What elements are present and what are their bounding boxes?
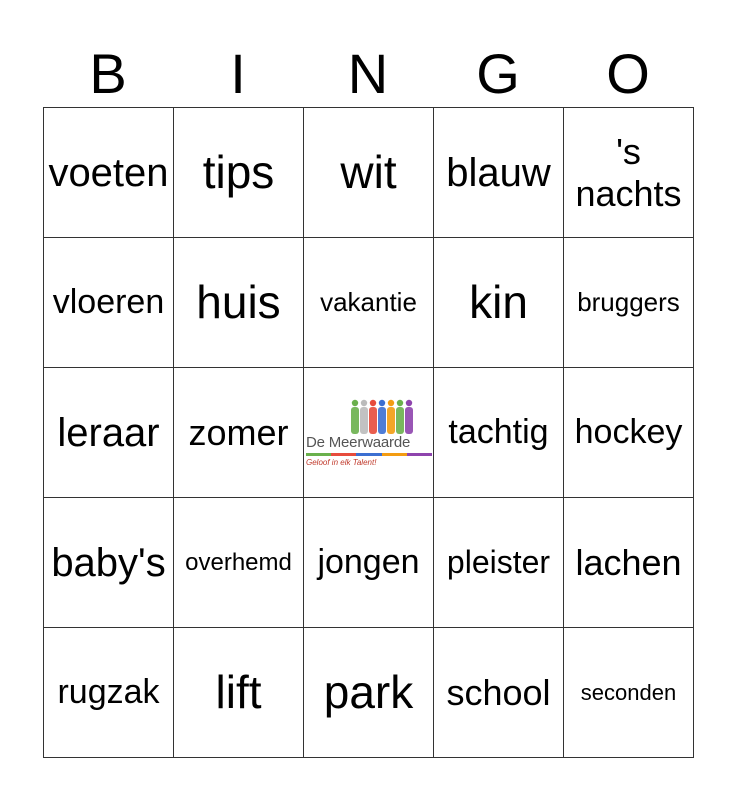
logo-brand-text: De Meerwaarde xyxy=(306,434,411,451)
bingo-cell[interactable]: jongen xyxy=(304,498,434,628)
figure-body xyxy=(351,407,359,434)
figure-body xyxy=(405,407,413,434)
logo-tagline: Geloof in elk Talent! xyxy=(306,458,377,467)
bingo-cell[interactable]: wit xyxy=(304,108,434,238)
bingo-cell[interactable]: pleister xyxy=(434,498,564,628)
figure-body xyxy=(396,407,404,434)
cell-text-line: 's xyxy=(616,131,641,173)
people-silhouettes-icon xyxy=(349,398,419,438)
meerwaarde-logo xyxy=(304,368,433,497)
bingo-cell[interactable]: lift xyxy=(174,628,304,758)
bingo-header xyxy=(43,40,693,108)
bingo-cell[interactable]: baby's xyxy=(44,498,174,628)
bingo-cell[interactable]: leraar xyxy=(44,368,174,498)
figure-head xyxy=(361,400,367,406)
header-letter-o: O xyxy=(606,42,650,105)
header-letter-i: I xyxy=(230,42,246,105)
board-row xyxy=(44,238,694,368)
figure-body xyxy=(369,407,377,434)
bingo-board xyxy=(43,107,694,758)
bingo-cell[interactable]: huis xyxy=(174,238,304,368)
bingo-cell[interactable]: vloeren xyxy=(44,238,174,368)
board-row xyxy=(44,368,694,498)
figure-head xyxy=(397,400,403,406)
free-space-cell[interactable] xyxy=(304,368,434,498)
figure-head xyxy=(379,400,385,406)
bingo-cell[interactable]: vakantie xyxy=(304,238,434,368)
bingo-cell[interactable]: bruggers xyxy=(564,238,694,368)
figure-head xyxy=(352,400,358,406)
board-row xyxy=(44,108,694,238)
bingo-cell[interactable] xyxy=(564,108,694,238)
board-row xyxy=(44,498,694,628)
bingo-cell[interactable]: lachen xyxy=(564,498,694,628)
cell-text-line: nachts xyxy=(575,172,682,214)
header-letter-g: G xyxy=(476,42,520,105)
figure-head xyxy=(406,400,412,406)
bingo-cell[interactable]: blauw xyxy=(434,108,564,238)
header-letter-b: B xyxy=(89,42,127,105)
figure-head xyxy=(388,400,394,406)
bingo-cell[interactable]: kin xyxy=(434,238,564,368)
bingo-cell[interactable]: seconden xyxy=(564,628,694,758)
bingo-cell[interactable]: zomer xyxy=(174,368,304,498)
bingo-cell[interactable]: tips xyxy=(174,108,304,238)
bingo-cell[interactable]: rugzak xyxy=(44,628,174,758)
board-row xyxy=(44,628,694,758)
header-letter-n: N xyxy=(347,42,389,105)
figure-head xyxy=(370,400,376,406)
bingo-cell[interactable]: school xyxy=(434,628,564,758)
bingo-cell[interactable]: tachtig xyxy=(434,368,564,498)
figure-body xyxy=(378,407,386,434)
bingo-cell[interactable]: hockey xyxy=(564,368,694,498)
bingo-cell[interactable]: overhemd xyxy=(174,498,304,628)
bingo-cell[interactable]: voeten xyxy=(44,108,174,238)
figure-body xyxy=(387,407,395,434)
figure-body xyxy=(360,407,368,434)
logo-color-stripe xyxy=(306,453,432,456)
bingo-cell[interactable]: park xyxy=(304,628,434,758)
